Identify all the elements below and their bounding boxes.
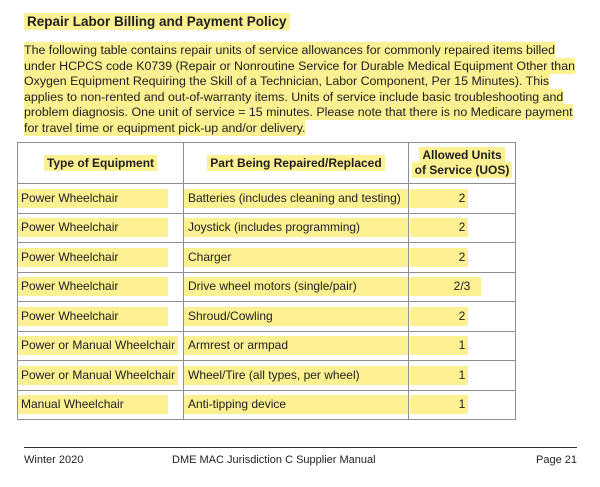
part-value: Batteries (includes cleaning and testing): [184, 189, 408, 208]
equipment-cell: [18, 302, 184, 332]
column-header-uos-line2: of Service (UOS): [412, 162, 513, 178]
part-value: Charger: [184, 248, 408, 267]
part-cell: [184, 390, 409, 420]
equipment-value: Power Wheelchair: [18, 218, 168, 237]
uos-value: 2/3: [453, 279, 471, 294]
page-content: [21, 12, 584, 420]
equipment-value: Power Wheelchair: [18, 277, 168, 296]
part-cell: [184, 243, 409, 273]
equipment-cell: [18, 361, 184, 391]
part-cell: [184, 331, 409, 361]
part-cell: [184, 272, 409, 302]
footer-manual-title: DME MAC Jurisdiction C Supplier Manual: [172, 454, 376, 466]
part-value: Shroud/Cowling: [184, 307, 408, 326]
equipment-cell: [18, 390, 184, 420]
equipment-value: Power or Manual Wheelchair: [18, 366, 178, 385]
table-header-row: [18, 143, 516, 184]
uos-value: 1: [458, 338, 466, 353]
column-header-part: [184, 143, 409, 184]
uos-cell: [409, 213, 516, 243]
part-value: Drive wheel motors (single/pair): [184, 277, 408, 296]
uos-value: 2: [458, 220, 466, 235]
equipment-value: Power Wheelchair: [18, 307, 168, 326]
uos-cell: [409, 361, 516, 391]
uos-cell: [409, 243, 516, 273]
footer: [24, 447, 577, 471]
part-cell: [184, 213, 409, 243]
table-row: [18, 361, 516, 391]
intro-paragraph: [24, 43, 580, 136]
part-value: Joystick (includes programming): [184, 218, 408, 237]
equipment-cell: [18, 272, 184, 302]
uos-cell: [409, 272, 516, 302]
uos-value: 2: [458, 308, 466, 323]
equipment-value: Power Wheelchair: [18, 189, 168, 208]
column-header-uos-line1: Allowed Units: [419, 147, 504, 163]
page-title: [24, 12, 584, 31]
column-header-equipment: [18, 143, 184, 184]
table-row: [18, 302, 516, 332]
equipment-value: Power Wheelchair: [18, 248, 168, 267]
column-header-part-label: Part Being Repaired/Replaced: [207, 155, 384, 171]
equipment-cell: [18, 213, 184, 243]
intro-paragraph-highlight: The following table contains repair units of service allowances for commonly repaired items billed under HCPCS code K0739 (Repair or Nonroutine Service for Durable Medical Equipment Other than Oxygen Equipment Requiring the Skill of a Technician, Labor Component, Per 15 Minutes). This applies to non-rented and out-of-warranty items. Units of service include basic troubleshooting and problem diagnosis. One unit of service = 15 minutes. Please note that there is no Medicare payment for travel time or equipment pick-up and/or delivery.: [24, 43, 575, 135]
equipment-cell: [18, 243, 184, 273]
uos-value: 2: [458, 190, 466, 205]
part-value: Anti-tipping device: [184, 395, 408, 414]
table-row: [18, 243, 516, 273]
page-title-highlight: Repair Labor Billing and Payment Policy: [24, 13, 290, 30]
uos-cell: [409, 184, 516, 214]
uos-value: 1: [458, 367, 466, 382]
part-cell: [184, 361, 409, 391]
table-row: [18, 213, 516, 243]
equipment-value: Power or Manual Wheelchair: [18, 336, 178, 355]
uos-cell: [409, 302, 516, 332]
table-row: [18, 390, 516, 420]
uos-cell: [409, 390, 516, 420]
uos-value: 1: [458, 397, 466, 412]
footer-season: Winter 2020: [24, 454, 84, 466]
column-header-equipment-label: Type of Equipment: [44, 155, 157, 171]
part-value: Wheel/Tire (all types, per wheel): [184, 366, 408, 385]
repair-uos-table: [17, 142, 516, 420]
table-row: [18, 272, 516, 302]
part-cell: [184, 302, 409, 332]
table-row: [18, 184, 516, 214]
equipment-value: Manual Wheelchair: [18, 395, 168, 414]
footer-page-number: Page 21: [536, 454, 577, 466]
uos-cell: [409, 331, 516, 361]
uos-value: 2: [458, 249, 466, 264]
part-value: Armrest or armpad: [184, 336, 408, 355]
equipment-cell: [18, 331, 184, 361]
column-header-uos: [409, 143, 516, 184]
equipment-cell: [18, 184, 184, 214]
table-row: [18, 331, 516, 361]
part-cell: [184, 184, 409, 214]
